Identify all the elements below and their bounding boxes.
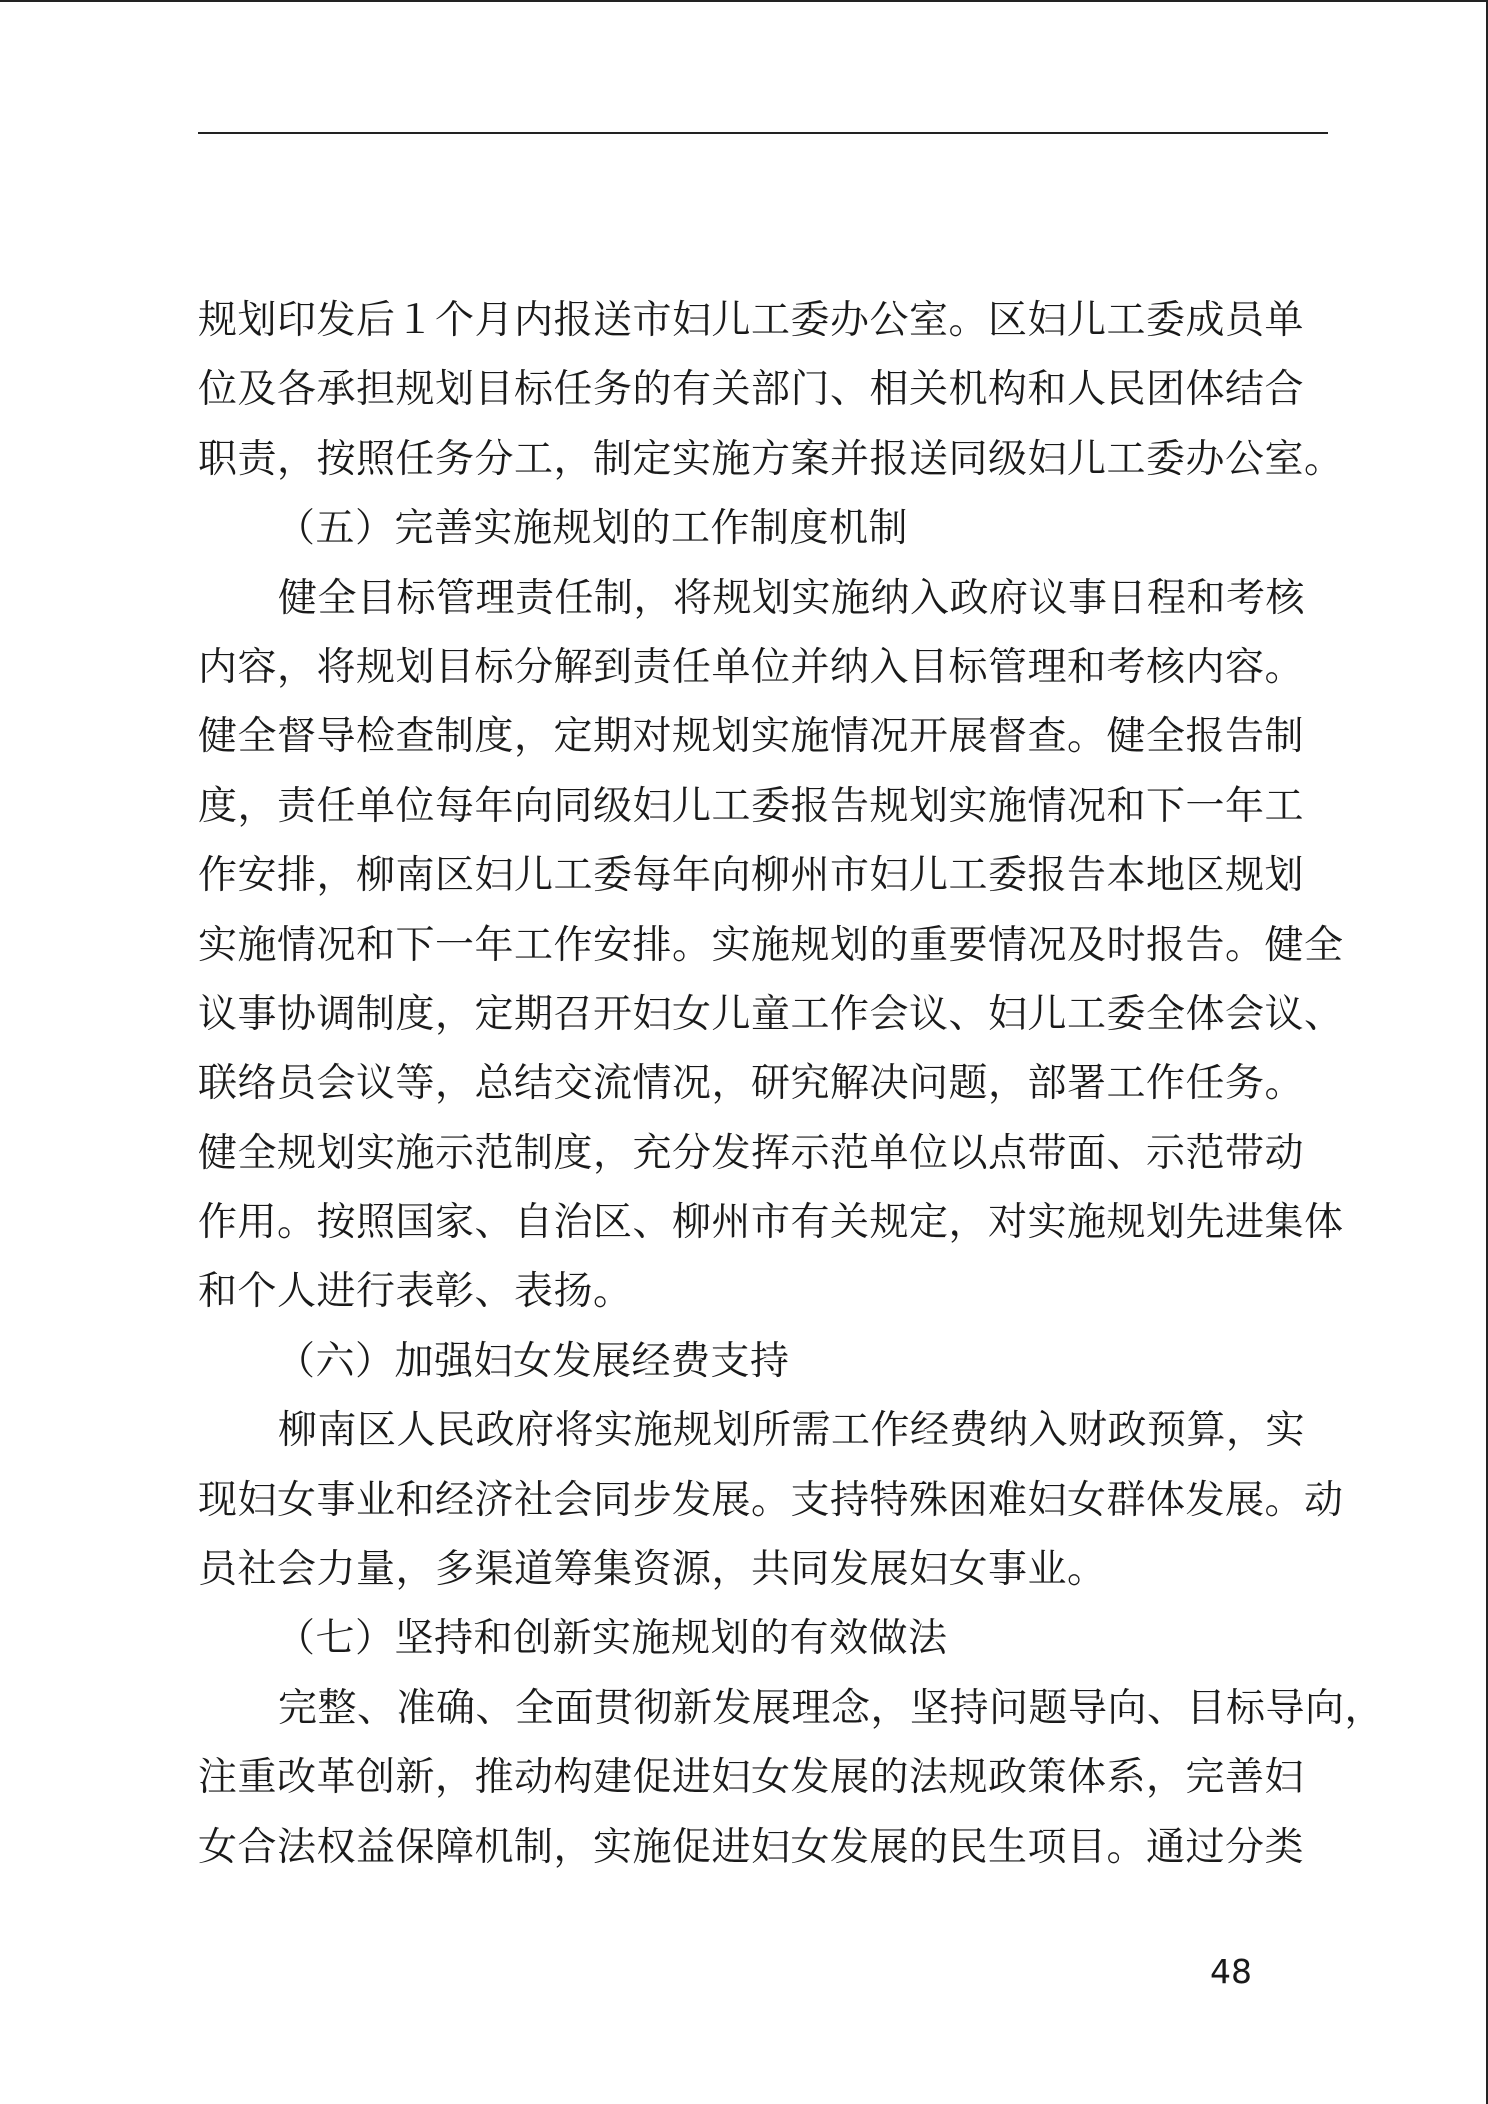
body-line: 和个人进行表彰、表扬。 — [198, 1269, 633, 1315]
paragraph-start: 健全目标管理责任制，将规划实施纳入政府议事日程和考核 — [278, 575, 1306, 621]
page-border-top — [0, 0, 1488, 2]
paragraph-start: 完整、准确、全面贯彻新发展理念，坚持问题导向、目标导向， — [278, 1685, 1385, 1731]
body-line: 联络员会议等，总结交流情况，研究解决问题，部署工作任务。 — [198, 1061, 1305, 1107]
body-line: 作安排，柳南区妇儿工委每年向柳州市妇儿工委报告本地区规划 — [198, 853, 1305, 899]
paragraph-start: 柳南区人民政府将实施规划所需工作经费纳入财政预算，实 — [278, 1408, 1306, 1454]
body-line: 员社会力量，多渠道筹集资源，共同发展妇女事业。 — [198, 1547, 1107, 1593]
body-line: 规划印发后１个月内报送市妇儿工委办公室。区妇儿工委成员单 — [198, 298, 1305, 343]
body-line: 女合法权益保障机制，实施促进妇女发展的民生项目。通过分类 — [198, 1824, 1305, 1870]
section-heading-6: （六）加强妇女发展经费支持 — [276, 1338, 790, 1384]
body-line: 作用。按照国家、自治区、柳州市有关规定，对实施规划先进集体 — [198, 1200, 1344, 1246]
page-number: 48 — [1210, 1952, 1252, 1991]
body-line: 位及各承担规划目标任务的有关部门、相关机构和人民团体结合 — [198, 367, 1305, 413]
body-line: 现妇女事业和经济社会同步发展。支持特殊困难妇女群体发展。动 — [198, 1477, 1344, 1523]
body-line: 健全督导检查制度，定期对规划实施情况开展督查。健全报告制 — [198, 714, 1305, 760]
document-body — [198, 286, 1385, 1882]
section-heading-7: （七）坚持和创新实施规划的有效做法 — [276, 1616, 948, 1662]
body-line: 内容，将规划目标分解到责任单位并纳入目标管理和考核内容。 — [198, 644, 1305, 690]
body-line: 健全规划实施示范制度，充分发挥示范单位以点带面、示范带动 — [198, 1130, 1305, 1176]
body-line: 议事协调制度，定期召开妇女儿童工作会议、妇儿工委全体会议、 — [198, 991, 1344, 1037]
body-line: 实施情况和下一年工作安排。实施规划的重要情况及时报告。健全 — [198, 922, 1344, 968]
header-rule — [198, 132, 1328, 134]
body-line: 度，责任单位每年向同级妇儿工委报告规划实施情况和下一年工 — [198, 783, 1305, 829]
body-line: 职责，按照任务分工，制定实施方案并报送同级妇儿工委办公室。 — [198, 436, 1344, 482]
section-heading-5: （五）完善实施规划的工作制度机制 — [276, 506, 909, 552]
body-line: 注重改革创新，推动构建促进妇女发展的法规政策体系，完善妇 — [198, 1755, 1305, 1801]
